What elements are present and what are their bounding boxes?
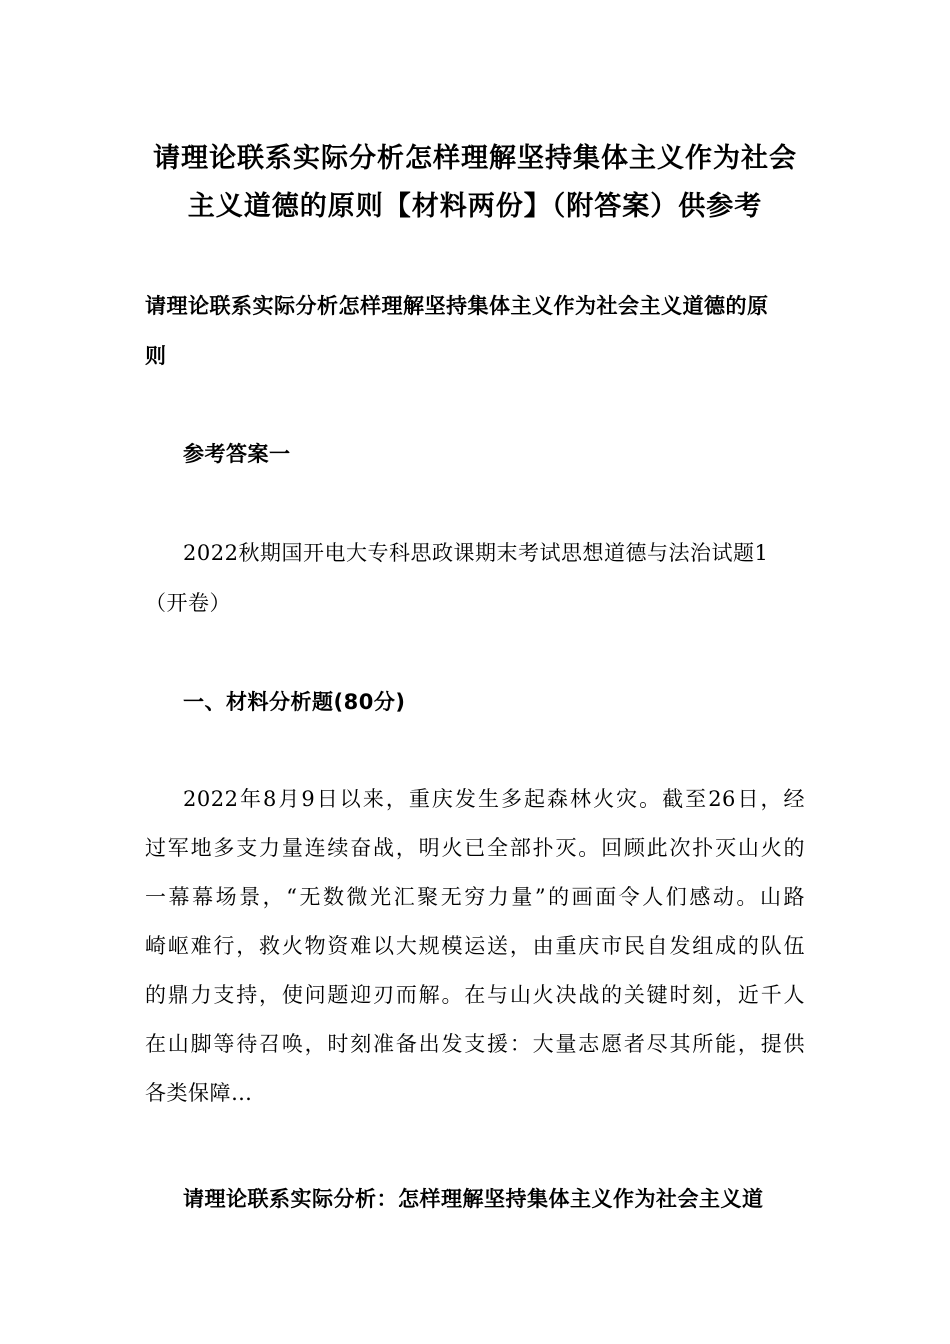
section-heading: 一、材料分析题(80分) xyxy=(183,690,406,714)
answer-label: 参考答案一 xyxy=(183,442,291,466)
material-line: 一幕幕场景，“无数微光汇聚无穷力量”的画面令人们感动。山路 xyxy=(145,885,805,909)
document-title-line-1: 请理论联系实际分析怎样理解坚持集体主义作为社会 xyxy=(153,143,797,174)
material-line: 2022年8月9日以来，重庆发生多起森林火灾。截至26日，经 xyxy=(183,787,805,811)
document-title-line-2: 主义道德的原则【材料两份】（附答案）供参考 xyxy=(187,191,763,222)
exam-title-line-2: （开卷） xyxy=(145,591,231,615)
analysis-question: 请理论联系实际分析：怎样理解坚持集体主义作为社会主义道 xyxy=(183,1187,764,1211)
material-paragraph xyxy=(145,775,805,1118)
material-line: 在山脚等待召唤，时刻准备出发支援：大量志愿者尽其所能，提供 xyxy=(145,1032,805,1056)
question-heading-line-2: 则 xyxy=(145,344,167,368)
question-heading-line-1: 请理论联系实际分析怎样理解坚持集体主义作为社会主义道德的原 xyxy=(145,294,769,318)
material-line: 的鼎力支持，使问题迎刃而解。在与山火决战的关键时刻，近千人 xyxy=(145,983,805,1007)
exam-title-line-1: 2022秋期国开电大专科思政课期末考试思想道德与法治试题1 xyxy=(183,541,769,565)
material-line: 过军地多支力量连续奋战，明火已全部扑灭。回顾此次扑灭山火的 xyxy=(145,836,805,860)
material-line: 各类保障… xyxy=(145,1081,253,1105)
material-line: 崎岖难行，救火物资难以大规模运送，由重庆市民自发组成的队伍 xyxy=(145,934,805,958)
